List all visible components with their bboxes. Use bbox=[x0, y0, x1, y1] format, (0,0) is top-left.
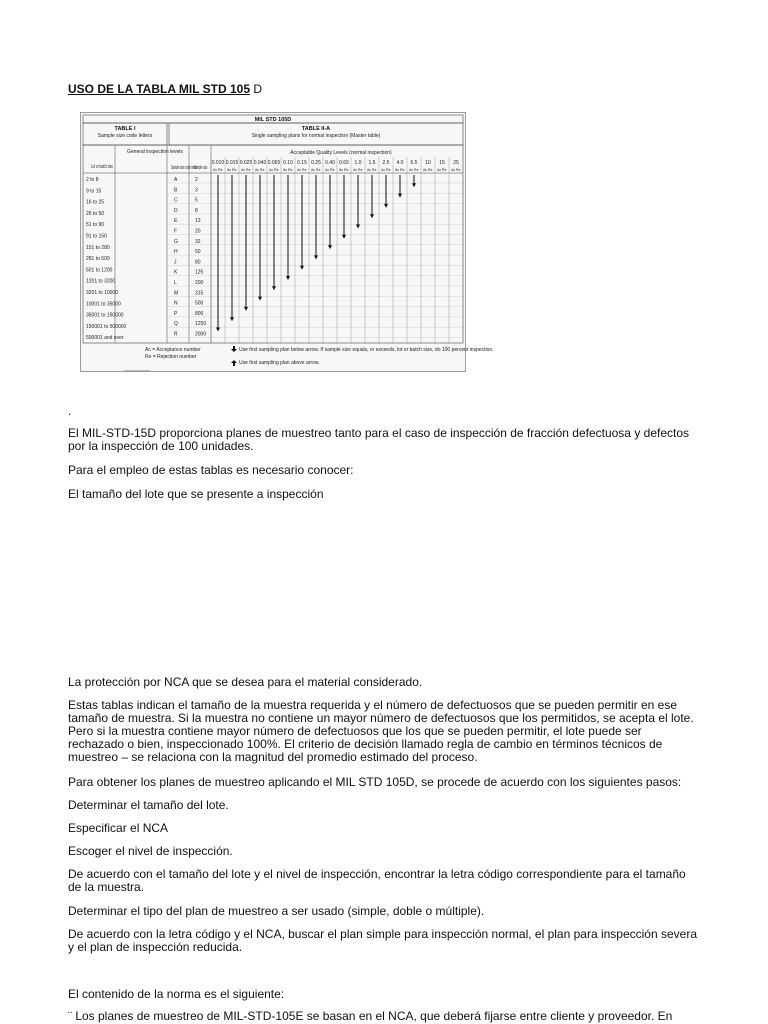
code-letter-cell: D bbox=[174, 207, 178, 214]
lot-size-cell: 281 to 500 bbox=[86, 256, 110, 263]
code-letter-cell: K bbox=[174, 269, 178, 276]
scan-underline-mark bbox=[124, 370, 150, 371]
scan-legend-ac: Ac = Acceptance number bbox=[145, 347, 201, 353]
paragraph-nca-protection: La protección por NCA que se desea para el material considerado. bbox=[68, 675, 423, 689]
ac-re-header: Ac Re bbox=[451, 168, 461, 172]
code-letter-cell: L bbox=[174, 280, 177, 286]
paragraph-lot-size: El tamaño del lote que se presente a inspección bbox=[68, 487, 324, 501]
ac-re-header: Ac Re bbox=[325, 168, 335, 172]
aql-header-cell: 1.5 bbox=[368, 160, 376, 166]
aql-header-cell: 1.0 bbox=[354, 160, 362, 166]
aql-header-cell: 0.015 bbox=[225, 160, 239, 166]
mil-std-105d-table-scan bbox=[80, 112, 494, 372]
paragraph-tables-explanation: Estas tablas indican el tamaño de la muestra requerida y el número de defectuosos que se pueden permitir en ese tamaño de muestra. Si la muestra no contiene un mayor número de defectuosos que los permitidos, se acepta el lote. Pero si la muestra contiene mayor número de defectuosos que los que se pueden permitir, el lote puede ser rechazado o bien, inspeccionado 100%. El criterio de decisión llamado regla de cambio en términos técnicos de muestreo – se relaciona con la magnitud del promedio estimado del proceso. bbox=[68, 698, 694, 764]
sample-size-cell: 200 bbox=[195, 280, 204, 286]
paragraph-content-intro: El contenido de la norma es el siguiente: bbox=[68, 987, 285, 1001]
aql-header-cell: 0.010 bbox=[211, 160, 225, 166]
aql-header-cell: 2.5 bbox=[382, 160, 390, 166]
code-letter-cell: J bbox=[174, 259, 177, 266]
table-scan-drawing bbox=[81, 113, 494, 371]
scan-legend-down: Use first sampling plan below arrow. If sample size equals, or exceeds, lot or batch size, do 100 percent inspection. bbox=[239, 347, 494, 353]
code-letter-cell: Q bbox=[174, 321, 178, 328]
scan-aql-header: Acceptable Quality Levels (normal inspection) bbox=[290, 150, 392, 156]
scan-table2-title: TABLE II-A bbox=[301, 126, 331, 132]
sample-size-cell: 3 bbox=[195, 187, 198, 194]
sample-size-cell: 80 bbox=[195, 259, 201, 266]
lot-size-cell: 150001 to 500000 bbox=[86, 323, 127, 330]
aql-header-cell: 10 bbox=[425, 160, 431, 166]
lot-size-cell: 151 to 280 bbox=[86, 244, 110, 251]
paragraph-step-search-plan: De acuerdo con la letra código y el NCA, buscar el plan simple para inspección normal, el plan para inspección severa y el plan de inspección reducida. bbox=[68, 927, 698, 954]
lot-size-cell: 501 to 1200 bbox=[86, 267, 113, 274]
code-letter-cell: H bbox=[174, 249, 178, 256]
ac-re-header: Ac Re bbox=[269, 168, 279, 172]
ac-re-header: Ac Re bbox=[395, 168, 405, 172]
sample-size-cell: 20 bbox=[195, 228, 201, 235]
code-letter-cell: R bbox=[174, 331, 178, 338]
scan-col-sample: Sample size bbox=[194, 163, 208, 171]
code-letter-cell: C bbox=[174, 197, 178, 204]
paragraph-nca-basis: ¨ Los planes de muestreo de MIL-STD-105E se basan en el NCA, que deberá fijarse entre cliente y proveedor. En bbox=[68, 1009, 673, 1023]
scan-col-lot: Lot or batch size bbox=[91, 163, 113, 170]
sample-size-cell: 125 bbox=[195, 269, 204, 276]
lot-size-cell: 35001 to 150000 bbox=[86, 312, 124, 319]
aql-header-cell: 0.15 bbox=[297, 160, 307, 166]
ac-re-header: Ac Re bbox=[353, 168, 363, 172]
scan-col-code: Sample size code letter bbox=[171, 163, 197, 171]
sample-size-cell: 800 bbox=[195, 310, 204, 317]
aql-header-cell: 6.5 bbox=[410, 160, 418, 166]
lot-size-cell: 3201 to 10000 bbox=[86, 290, 118, 296]
ac-re-header: Ac Re bbox=[255, 168, 265, 172]
ac-re-header: Ac Re bbox=[241, 168, 251, 172]
scan-table2-subtitle: Single sampling plans for normal inspection (Master table) bbox=[251, 133, 381, 139]
aql-header-cell: 4.0 bbox=[396, 160, 404, 166]
code-letter-cell: G bbox=[174, 238, 178, 245]
sample-size-cell: 13 bbox=[195, 218, 201, 225]
aql-header-cell: 0.10 bbox=[283, 160, 293, 166]
ac-re-header: Ac Re bbox=[283, 168, 293, 172]
aql-header-cell: 0.25 bbox=[311, 160, 321, 166]
code-letter-cell: P bbox=[174, 310, 178, 317]
aql-header-cell: 0.040 bbox=[253, 160, 267, 166]
ac-re-header: Ac Re bbox=[311, 168, 321, 172]
lot-size-cell: 26 to 50 bbox=[86, 210, 105, 217]
code-letter-cell: N bbox=[174, 300, 178, 307]
lot-size-cell: 1201 to 3200 bbox=[86, 278, 116, 285]
code-letter-cell: M bbox=[174, 290, 179, 297]
paragraph-step-nca: Especificar el NCA bbox=[68, 821, 169, 835]
paragraph-step-lot-size: Determinar el tamaño del lote. bbox=[68, 798, 229, 812]
heading-title: USO DE LA TABLA MIL STD 105 bbox=[68, 82, 251, 96]
scan-table1-title: TABLE I bbox=[114, 126, 136, 132]
paragraph-step-level: Escoger el nivel de inspección. bbox=[68, 844, 233, 858]
aql-header-cell: 0.025 bbox=[239, 160, 253, 166]
document-heading bbox=[68, 82, 262, 96]
scan-table1-subtitle: Sample size code letters bbox=[97, 133, 153, 139]
aql-header-cell: 0.40 bbox=[325, 160, 335, 166]
aql-header-cell: 0.065 bbox=[267, 160, 281, 166]
scan-legend-re: Re = Rejection number bbox=[145, 354, 197, 360]
paragraph-requirements: Para el empleo de estas tablas es necesario conocer: bbox=[68, 463, 354, 477]
ac-re-header: Ac Re bbox=[367, 168, 377, 172]
sample-size-cell: 32 bbox=[195, 238, 201, 245]
code-letter-cell: E bbox=[174, 218, 178, 225]
lot-size-cell: 500001 and over bbox=[86, 335, 124, 342]
sample-size-cell: 500 bbox=[195, 300, 204, 307]
paragraph-step-plan-type: Determinar el tipo del plan de muestreo a ser usado (simple, doble o múltiple). bbox=[68, 904, 485, 918]
ac-re-header: Ac Re bbox=[227, 168, 237, 172]
sample-size-cell: 50 bbox=[195, 249, 201, 256]
ac-re-header: Ac Re bbox=[381, 168, 391, 172]
aql-header-cell: 25 bbox=[453, 160, 459, 166]
ac-re-header: Ac Re bbox=[423, 168, 433, 172]
stray-dot: . bbox=[68, 404, 72, 418]
heading-suffix: D bbox=[250, 82, 263, 96]
sample-size-cell: 5 bbox=[195, 197, 198, 204]
paragraph-step-code-letter: De acuerdo con el tamaño del lote y el nivel de inspección, encontrar la letra código correspondiente para el tamaño de la muestra. bbox=[68, 867, 686, 894]
sample-size-cell: 8 bbox=[195, 207, 198, 214]
sample-size-cell: 1250 bbox=[195, 321, 207, 328]
lot-size-cell: 51 to 90 bbox=[86, 222, 105, 229]
aql-header-cell: 15 bbox=[439, 160, 445, 166]
code-letter-cell: B bbox=[174, 187, 178, 194]
ac-re-header: Ac Re bbox=[213, 168, 223, 172]
scan-col-general: General inspection levels bbox=[127, 149, 183, 155]
paragraph-steps-intro: Para obtener los planes de muestreo aplicando el MIL STD 105D, se procede de acuerdo con los siguientes pasos: bbox=[68, 775, 682, 789]
lot-size-cell: 9 to 15 bbox=[86, 188, 102, 195]
sample-size-cell: 2000 bbox=[195, 331, 207, 338]
ac-re-header: Ac Re bbox=[297, 168, 307, 172]
ac-re-header: Ac Re bbox=[339, 168, 349, 172]
lot-size-cell: 10001 to 35000 bbox=[86, 301, 121, 308]
code-letter-cell: A bbox=[174, 177, 178, 183]
lot-size-cell: 16 to 25 bbox=[86, 199, 105, 206]
scan-legend-up: Use first sampling plan above arrow. bbox=[239, 360, 320, 366]
paragraph-intro: El MIL-STD-15D proporciona planes de muestreo tanto para el caso de inspección de fracción defectuosa y defectos por la inspección de 100 unidades. bbox=[68, 426, 690, 453]
lot-size-cell: 2 to 8 bbox=[86, 177, 99, 183]
lot-size-cell: 91 to 150 bbox=[86, 233, 107, 240]
sample-size-cell: 2 bbox=[195, 177, 198, 183]
aql-header-cell: 0.65 bbox=[339, 160, 349, 166]
sample-size-cell: 315 bbox=[195, 290, 204, 297]
code-letter-cell: F bbox=[174, 228, 178, 235]
ac-re-header: Ac Re bbox=[409, 168, 419, 172]
scan-top-title: MIL STD 105D bbox=[254, 117, 292, 123]
ac-re-header: Ac Re bbox=[437, 168, 447, 172]
